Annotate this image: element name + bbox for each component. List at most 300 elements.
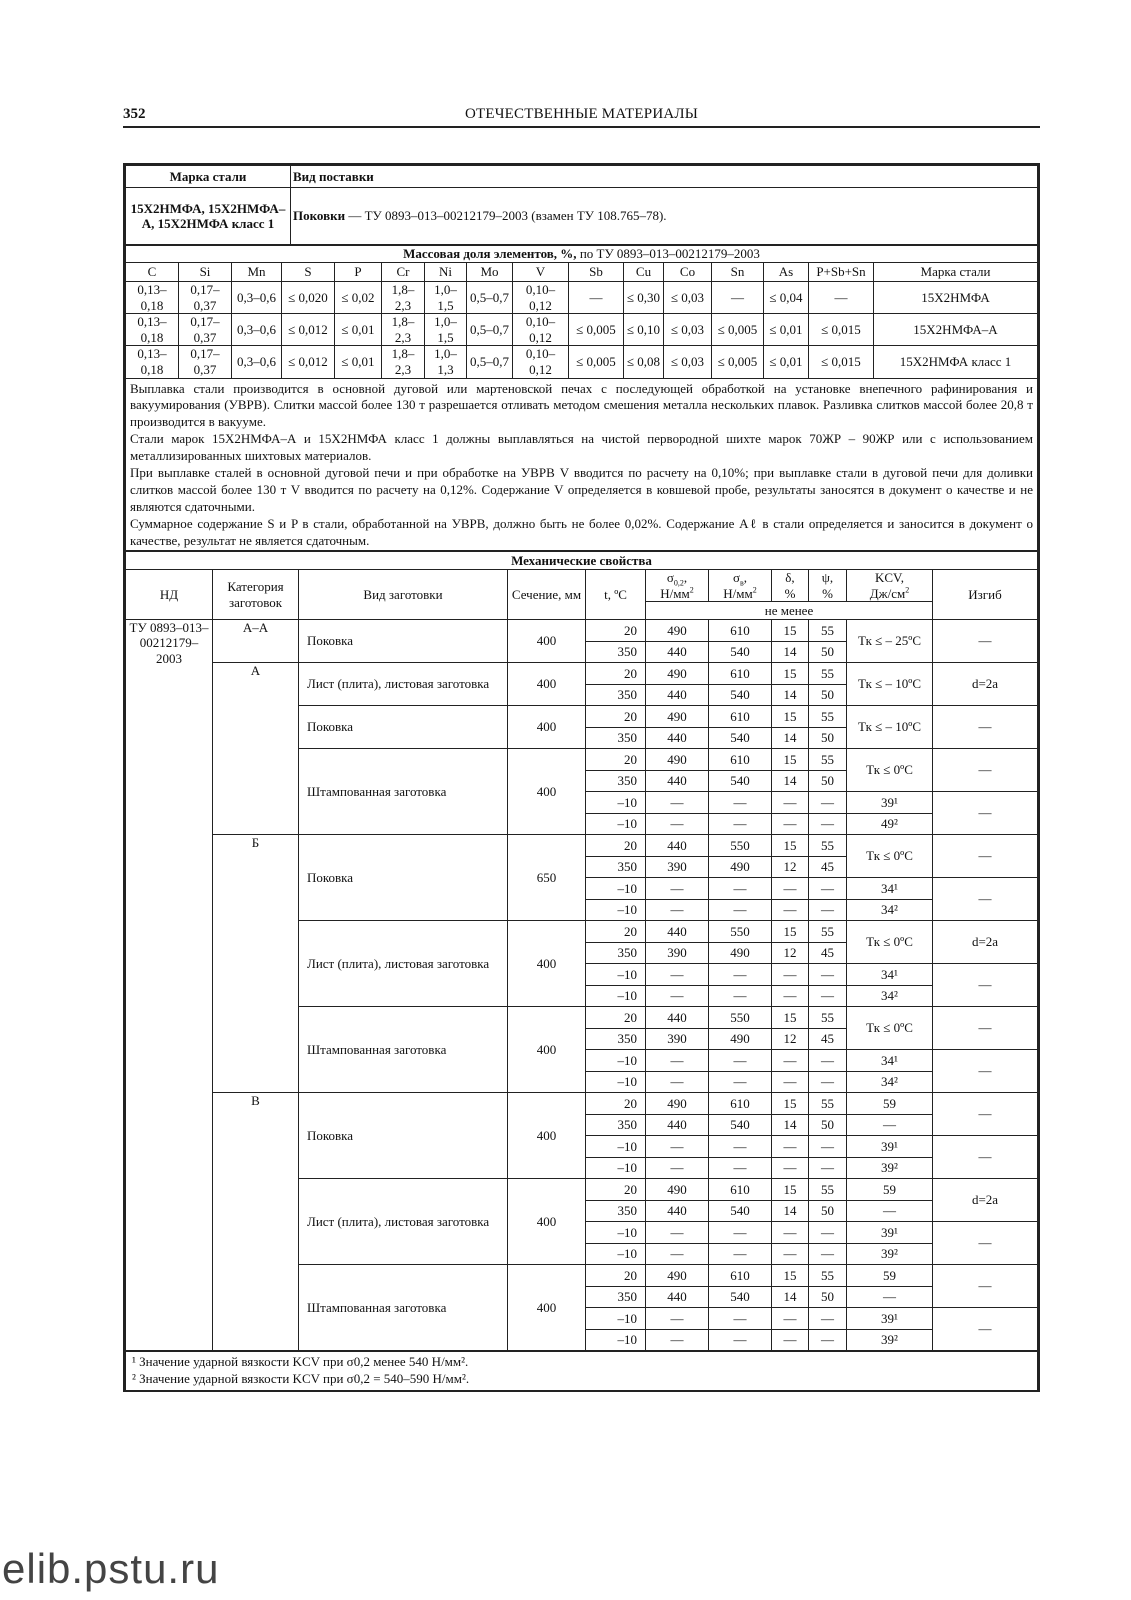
section-cell: 400: [508, 663, 586, 706]
chem-header-cell: C: [126, 263, 179, 282]
temp-cell: –10: [586, 878, 646, 900]
value-cell: —: [809, 964, 847, 986]
kind-cell: Штампованная заготовка: [299, 1007, 508, 1093]
kcv-cell: Тк ≤ 0ºC: [847, 921, 933, 964]
bend-cell: d=2a: [933, 921, 1038, 964]
chem-cell: 0,3–0,6: [232, 314, 282, 346]
value-cell: 490: [709, 942, 772, 964]
value-cell: 540: [709, 684, 772, 706]
value-cell: 15: [772, 921, 809, 943]
chemistry-table: [125, 245, 1038, 379]
chem-cell: ≤ 0,015: [809, 346, 874, 378]
kcv-cell: 39¹: [847, 1222, 933, 1244]
page-number: 352: [123, 106, 146, 122]
value-cell: 14: [772, 770, 809, 792]
temp-cell: 350: [586, 942, 646, 964]
chem-row: [126, 346, 1038, 378]
value-cell: —: [646, 1050, 709, 1072]
col-section: Сечение, мм: [508, 570, 586, 620]
temp-cell: 350: [586, 856, 646, 878]
col-bend: Изгиб: [933, 570, 1038, 620]
chem-cell: ≤ 0,020: [282, 282, 335, 314]
value-cell: 14: [772, 1286, 809, 1308]
value-cell: —: [646, 878, 709, 900]
bend-cell: —: [933, 1093, 1038, 1136]
value-cell: 440: [646, 1200, 709, 1222]
value-cell: —: [709, 1308, 772, 1330]
chem-cell: ≤ 0,03: [664, 346, 712, 378]
chem-cell: ≤ 0,005: [569, 346, 624, 378]
value-cell: —: [772, 899, 809, 921]
value-cell: 14: [772, 641, 809, 663]
value-cell: 45: [809, 1028, 847, 1050]
temp-cell: 350: [586, 684, 646, 706]
value-cell: —: [772, 1050, 809, 1072]
value-cell: 50: [809, 770, 847, 792]
temp-cell: –10: [586, 1329, 646, 1351]
value-cell: 55: [809, 1007, 847, 1029]
value-cell: 490: [646, 706, 709, 728]
chem-cell: ≤ 0,012: [282, 314, 335, 346]
chem-cell: 15Х2НМФА–А: [874, 314, 1038, 346]
chem-cell: 0,13–0,18: [126, 314, 179, 346]
chem-header-cell: Sb: [569, 263, 624, 282]
value-cell: —: [646, 1136, 709, 1158]
bend-cell: —: [933, 835, 1038, 878]
value-cell: —: [709, 964, 772, 986]
col-nd: НД: [126, 570, 213, 620]
temp-cell: –10: [586, 964, 646, 986]
value-cell: 15: [772, 1265, 809, 1287]
section-cell: 400: [508, 1179, 586, 1265]
kcv-cell: —: [847, 1286, 933, 1308]
min-label: не менее: [646, 602, 933, 620]
value-cell: —: [646, 1243, 709, 1265]
value-cell: —: [646, 1071, 709, 1093]
chemistry-body: [126, 282, 1038, 379]
chemistry-title-rest: по ТУ 0893–013–00212179–2003: [576, 246, 760, 262]
value-cell: 12: [772, 942, 809, 964]
value-cell: 550: [709, 921, 772, 943]
melting-notes: [125, 379, 1038, 552]
temp-cell: 20: [586, 749, 646, 771]
value-cell: —: [772, 1071, 809, 1093]
col-kcv: KCV, $Дж/см^2$: [847, 570, 933, 602]
kcv-cell: 39²: [847, 1157, 933, 1179]
kcv-cell: 39²: [847, 1329, 933, 1351]
supply-bold: Поковки: [293, 208, 346, 224]
table-row: [126, 620, 1038, 642]
watermark: elib.pstu.ru: [2, 1545, 220, 1592]
value-cell: —: [772, 792, 809, 814]
kcv-cell: 34²: [847, 1071, 933, 1093]
value-cell: 490: [709, 856, 772, 878]
footnote: ² Значение ударной вязкости KCV при σ0,2 = 540–590 Н/мм².: [132, 1371, 470, 1387]
chem-cell: 0,10–0,12: [513, 282, 569, 314]
value-cell: 50: [809, 641, 847, 663]
section-cell: 400: [508, 706, 586, 749]
value-cell: —: [709, 1157, 772, 1179]
value-cell: —: [809, 1071, 847, 1093]
value-cell: 540: [709, 1286, 772, 1308]
chem-cell: 1,8–2,3: [382, 282, 425, 314]
temp-cell: –10: [586, 1308, 646, 1330]
bend-cell: —: [933, 706, 1038, 749]
chem-cell: 0,13–0,18: [126, 282, 179, 314]
chem-cell: ≤ 0,04: [764, 282, 809, 314]
value-cell: —: [809, 792, 847, 814]
value-cell: —: [646, 1329, 709, 1351]
temp-cell: –10: [586, 1050, 646, 1072]
bend-cell: —: [933, 620, 1038, 663]
value-cell: 440: [646, 684, 709, 706]
value-cell: —: [809, 1243, 847, 1265]
kind-cell: Поковка: [299, 835, 508, 921]
chem-cell: ≤ 0,005: [712, 346, 764, 378]
value-cell: 15: [772, 1007, 809, 1029]
section-cell: 400: [508, 1007, 586, 1093]
kcv-cell: 39¹: [847, 1136, 933, 1158]
kcv-cell: Тк ≤ 0ºC: [847, 835, 933, 878]
value-cell: —: [772, 878, 809, 900]
chem-cell: ≤ 0,01: [335, 314, 382, 346]
value-cell: —: [646, 985, 709, 1007]
value-cell: 490: [646, 1179, 709, 1201]
kcv-cell: 39²: [847, 1243, 933, 1265]
temp-cell: 20: [586, 620, 646, 642]
value-cell: —: [772, 985, 809, 1007]
value-cell: —: [809, 1136, 847, 1158]
value-cell: —: [809, 1329, 847, 1351]
running-title: ОТЕЧЕСТВЕННЫЕ МАТЕРИАЛЫ: [464, 106, 699, 122]
value-cell: 440: [646, 1286, 709, 1308]
chem-header-cell: Cr: [382, 263, 425, 282]
value-cell: —: [709, 792, 772, 814]
chem-cell: 1,0–1,5: [425, 314, 467, 346]
value-cell: 540: [709, 770, 772, 792]
value-cell: 15: [772, 749, 809, 771]
value-cell: 440: [646, 1114, 709, 1136]
bend-cell: —: [933, 878, 1038, 921]
value-cell: —: [646, 1157, 709, 1179]
chem-cell: ≤ 0,10: [624, 314, 664, 346]
kcv-cell: 34²: [847, 899, 933, 921]
bend-cell: —: [933, 1007, 1038, 1050]
chem-cell: ≤ 0,02: [335, 282, 382, 314]
value-cell: —: [772, 1157, 809, 1179]
chem-header-cell: Марка стали: [874, 263, 1038, 282]
chem-cell: ≤ 0,30: [624, 282, 664, 314]
supply-value: [291, 188, 1038, 245]
value-cell: —: [709, 813, 772, 835]
col-s02: $\sigma_{0,2}$, $Н/мм^2$: [646, 570, 709, 602]
value-cell: —: [646, 1222, 709, 1244]
kcv-cell: 59: [847, 1093, 933, 1115]
value-cell: 50: [809, 1114, 847, 1136]
chem-header-cell: Mn: [232, 263, 282, 282]
temp-cell: –10: [586, 899, 646, 921]
bend-cell: —: [933, 1050, 1038, 1093]
value-cell: 45: [809, 942, 847, 964]
bend-cell: —: [933, 1136, 1038, 1179]
value-cell: 610: [709, 1093, 772, 1115]
chem-cell: —: [712, 282, 764, 314]
section-cell: 400: [508, 921, 586, 1007]
temp-cell: 350: [586, 1114, 646, 1136]
value-cell: 550: [709, 835, 772, 857]
supply-label: Вид поставки: [291, 166, 1038, 188]
supply-text: — ТУ 0893–013–00212179–2003 (взамен ТУ 108.765–78).: [345, 208, 667, 224]
chem-header-cell: Mo: [467, 263, 513, 282]
mechanical-header-row: [126, 570, 1038, 602]
chem-cell: 1,8–2,3: [382, 314, 425, 346]
chem-header-cell: As: [764, 263, 809, 282]
temp-cell: 20: [586, 835, 646, 857]
kind-cell: Лист (плита), листовая заготовка: [299, 663, 508, 706]
chem-cell: 0,10–0,12: [513, 346, 569, 378]
chem-cell: ≤ 0,015: [809, 314, 874, 346]
value-cell: —: [809, 1050, 847, 1072]
chem-cell: 0,3–0,6: [232, 282, 282, 314]
footnote: ¹ Значение ударной вязкости KCV при σ0,2 менее 540 Н/мм².: [132, 1354, 469, 1370]
temp-cell: 20: [586, 1179, 646, 1201]
value-cell: —: [809, 1222, 847, 1244]
kcv-cell: Тк ≤ 0ºC: [847, 749, 933, 792]
chem-cell: ≤ 0,01: [764, 314, 809, 346]
value-cell: 14: [772, 1114, 809, 1136]
value-cell: 55: [809, 1179, 847, 1201]
temp-cell: 20: [586, 921, 646, 943]
value-cell: 440: [646, 1007, 709, 1029]
kcv-cell: Тк ≤ – 10ºC: [847, 706, 933, 749]
chem-cell: 1,0–1,5: [425, 282, 467, 314]
value-cell: —: [646, 792, 709, 814]
kind-cell: Лист (плита), листовая заготовка: [299, 921, 508, 1007]
page-header: [123, 104, 1040, 128]
chemistry-title-bold: Массовая доля элементов, %,: [403, 246, 577, 262]
chem-header-cell: P: [335, 263, 382, 282]
value-cell: 440: [646, 835, 709, 857]
value-cell: 440: [646, 921, 709, 943]
temp-cell: 20: [586, 1093, 646, 1115]
temp-cell: –10: [586, 1157, 646, 1179]
value-cell: 55: [809, 835, 847, 857]
chem-row: [126, 314, 1038, 346]
value-cell: —: [709, 899, 772, 921]
category-cell: В: [213, 1093, 299, 1351]
kind-cell: Штампованная заготовка: [299, 1265, 508, 1351]
chem-cell: ≤ 0,01: [764, 346, 809, 378]
kcv-cell: 34¹: [847, 878, 933, 900]
value-cell: 55: [809, 663, 847, 685]
chem-cell: 1,0–1,3: [425, 346, 467, 378]
bend-cell: —: [933, 1222, 1038, 1265]
kcv-cell: 34¹: [847, 964, 933, 986]
kcv-cell: —: [847, 1200, 933, 1222]
steel-card: [123, 163, 1040, 1392]
kcv-cell: Тк ≤ 0ºC: [847, 1007, 933, 1050]
chem-cell: —: [809, 282, 874, 314]
bend-cell: —: [933, 749, 1038, 792]
chem-header-cell: S: [282, 263, 335, 282]
chem-cell: 0,5–0,7: [467, 346, 513, 378]
bend-cell: d=2a: [933, 1179, 1038, 1222]
value-cell: —: [646, 1308, 709, 1330]
col-kind: Вид заготовки: [299, 570, 508, 620]
chem-header-cell: Si: [179, 263, 232, 282]
section-cell: 650: [508, 835, 586, 921]
chem-header-cell: P+Sb+Sn: [809, 263, 874, 282]
value-cell: 610: [709, 663, 772, 685]
temp-cell: 20: [586, 1265, 646, 1287]
value-cell: —: [709, 1136, 772, 1158]
chem-cell: ≤ 0,03: [664, 282, 712, 314]
table-row: [126, 663, 1038, 685]
value-cell: —: [772, 1329, 809, 1351]
kind-cell: Лист (плита), листовая заготовка: [299, 1179, 508, 1265]
value-cell: 12: [772, 856, 809, 878]
kind-cell: Штампованная заготовка: [299, 749, 508, 835]
value-cell: —: [646, 813, 709, 835]
value-cell: 390: [646, 856, 709, 878]
value-cell: —: [709, 1222, 772, 1244]
bend-cell: —: [933, 964, 1038, 1007]
chem-row: [126, 282, 1038, 314]
value-cell: 50: [809, 727, 847, 749]
value-cell: 15: [772, 706, 809, 728]
value-cell: 490: [646, 1093, 709, 1115]
chem-header-cell: Ni: [425, 263, 467, 282]
value-cell: 490: [646, 1265, 709, 1287]
category-cell: А–А: [213, 620, 299, 663]
mechanical-table: [125, 551, 1038, 1351]
value-cell: 14: [772, 1200, 809, 1222]
nd-cell: ТУ 0893–013–00212179–2003: [126, 620, 213, 1351]
kcv-cell: 49²: [847, 813, 933, 835]
kcv-cell: 39¹: [847, 792, 933, 814]
chemistry-title: [126, 246, 1038, 263]
col-psi: ψ, %: [809, 570, 847, 602]
table-row: [126, 1093, 1038, 1115]
value-cell: 15: [772, 620, 809, 642]
value-cell: 490: [646, 663, 709, 685]
value-cell: —: [809, 1308, 847, 1330]
col-t: t, ºC: [586, 570, 646, 620]
value-cell: 610: [709, 1179, 772, 1201]
value-cell: —: [809, 899, 847, 921]
section-cell: 400: [508, 1093, 586, 1179]
value-cell: —: [772, 1222, 809, 1244]
value-cell: —: [709, 878, 772, 900]
value-cell: 610: [709, 706, 772, 728]
chem-cell: ≤ 0,01: [335, 346, 382, 378]
temp-cell: 350: [586, 1286, 646, 1308]
value-cell: 440: [646, 641, 709, 663]
temp-cell: –10: [586, 792, 646, 814]
kcv-cell: Тк ≤ – 25ºC: [847, 620, 933, 663]
col-delta: δ, %: [772, 570, 809, 602]
mechanical-body: [126, 620, 1038, 1351]
value-cell: —: [709, 1071, 772, 1093]
bend-cell: —: [933, 792, 1038, 835]
value-cell: 15: [772, 1179, 809, 1201]
kcv-cell: 39¹: [847, 1308, 933, 1330]
value-cell: —: [772, 1136, 809, 1158]
value-cell: 610: [709, 749, 772, 771]
value-cell: 55: [809, 749, 847, 771]
value-cell: 50: [809, 1286, 847, 1308]
chem-header-cell: Sn: [712, 263, 764, 282]
chem-header-cell: V: [513, 263, 569, 282]
kind-cell: Поковка: [299, 1093, 508, 1179]
temp-cell: –10: [586, 1222, 646, 1244]
temp-cell: –10: [586, 1136, 646, 1158]
value-cell: —: [709, 1243, 772, 1265]
temp-cell: –10: [586, 813, 646, 835]
section-cell: 400: [508, 1265, 586, 1351]
kcv-cell: 34²: [847, 985, 933, 1007]
value-cell: 55: [809, 1265, 847, 1287]
value-cell: 15: [772, 663, 809, 685]
bend-cell: —: [933, 1308, 1038, 1351]
value-cell: 14: [772, 684, 809, 706]
value-cell: 540: [709, 727, 772, 749]
category-cell: А: [213, 663, 299, 835]
value-cell: 15: [772, 835, 809, 857]
bend-cell: d=2a: [933, 663, 1038, 706]
value-cell: 50: [809, 684, 847, 706]
kcv-cell: 59: [847, 1265, 933, 1287]
value-cell: 55: [809, 1093, 847, 1115]
chem-cell: 0,17–0,37: [179, 282, 232, 314]
value-cell: 390: [646, 942, 709, 964]
mechanical-title: Механические свойства: [126, 552, 1038, 570]
col-sv: $\sigma_в$, $Н/мм^2$: [709, 570, 772, 602]
temp-cell: 350: [586, 727, 646, 749]
value-cell: 55: [809, 706, 847, 728]
section-cell: 400: [508, 749, 586, 835]
chem-cell: —: [569, 282, 624, 314]
value-cell: 55: [809, 921, 847, 943]
value-cell: 540: [709, 1200, 772, 1222]
value-cell: —: [646, 964, 709, 986]
table-row: [126, 835, 1038, 857]
temp-cell: 350: [586, 1200, 646, 1222]
value-cell: 50: [809, 1200, 847, 1222]
kcv-cell: 34¹: [847, 1050, 933, 1072]
category-cell: Б: [213, 835, 299, 1093]
chem-header-cell: Cu: [624, 263, 664, 282]
grade-supply-table: [125, 165, 1038, 245]
value-cell: —: [709, 1329, 772, 1351]
value-cell: 540: [709, 641, 772, 663]
temp-cell: –10: [586, 1243, 646, 1265]
note-paragraph: Стали марок 15Х2НМФА–А и 15Х2НМФА класс 1 должны выплавляться на чистой первородной шихте марок 70ЖР – 90ЖР или с использованием металлизированных шихтовых материалов.: [130, 431, 1033, 464]
value-cell: —: [772, 813, 809, 835]
chem-cell: 0,17–0,37: [179, 346, 232, 378]
value-cell: 440: [646, 727, 709, 749]
chem-cell: 1,8–2,3: [382, 346, 425, 378]
value-cell: —: [809, 878, 847, 900]
value-cell: 490: [709, 1028, 772, 1050]
chem-cell: 0,17–0,37: [179, 314, 232, 346]
value-cell: 490: [646, 749, 709, 771]
grade-value: 15Х2НМФА, 15Х2НМФА–А, 15Х2НМФА класс 1: [126, 188, 291, 245]
footnotes: [125, 1351, 1038, 1390]
value-cell: —: [772, 1243, 809, 1265]
value-cell: 390: [646, 1028, 709, 1050]
note-paragraph: Суммарное содержание S и P в стали, обработанной на УВРВ, должно быть не более 0,02%. Содержание Aℓ в стали определяется и заносится в документ о качестве, результат не является сдаточным.: [130, 515, 1033, 548]
